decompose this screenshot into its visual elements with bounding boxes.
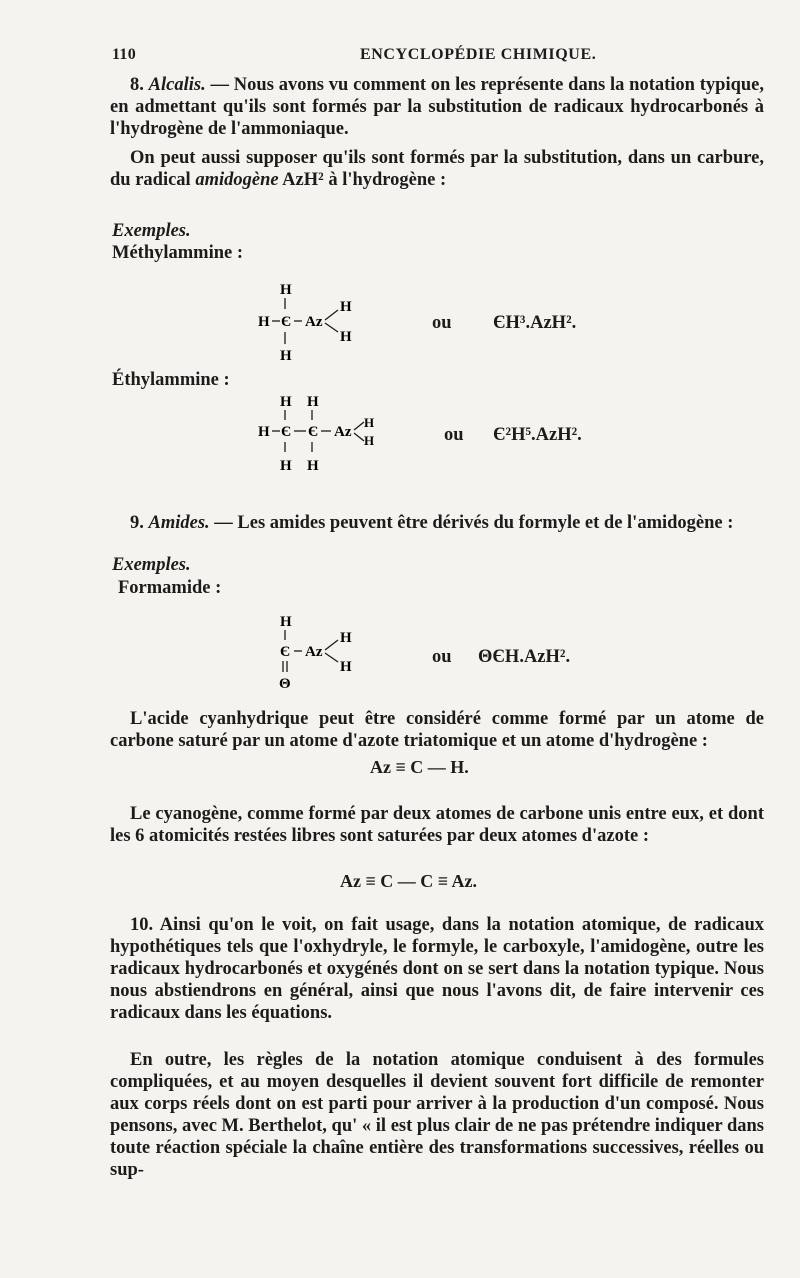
svg-text:H: H xyxy=(364,415,375,430)
section-8-text-2a: On peut aussi supposer qu'ils sont formés par la substitution, dans un carbure, du radical xyxy=(110,148,764,190)
section-8-text-2b: AzH² à l'hydrogène : xyxy=(278,170,447,190)
section-10-number: 10. xyxy=(130,915,154,935)
section-9-examples-label: Exemples. xyxy=(112,555,191,575)
svg-text:H: H xyxy=(340,329,352,345)
ethylamine-label: Éthylammine : xyxy=(112,370,230,390)
ethylamine-or: ou xyxy=(444,425,464,445)
section-8-examples-label: Exemples. xyxy=(112,221,191,241)
svg-text:H: H xyxy=(258,314,270,330)
section-10-paragraph-2 xyxy=(110,1049,764,1181)
svg-text:H: H xyxy=(280,394,292,410)
svg-text:Є: Є xyxy=(308,424,319,440)
section-8-paragraph-2 xyxy=(110,147,764,191)
ethylamine-structure xyxy=(258,390,418,482)
methylamine-or: ou xyxy=(432,313,452,333)
svg-text:H: H xyxy=(340,630,352,646)
ethylamine-formula: Є²H⁵.AzH². xyxy=(493,425,582,445)
section-10-text-2: En outre, les règles de la notation atomique conduisent à des formules compliquées, et au moyen desquelles il devient souvent fort difficile de remonter aux corps réels dont on est parti pour arriver à la production d'un composé. Nous pensons, avec M. Berthelot, qu' « il est plus clair de ne pas prétendre indiquer dans toute réaction spéciale la chaîne entière des transformations successives, réelles ou sup- xyxy=(110,1050,764,1180)
atom-az: Az xyxy=(305,314,323,330)
formamide-formula: ΘЄH.AzH². xyxy=(478,647,571,667)
svg-text:Є: Є xyxy=(280,644,291,660)
svg-text:Az: Az xyxy=(334,424,352,440)
running-title: ENCYCLOPÉDIE CHIMIQUE. xyxy=(360,46,597,63)
section-10-paragraph-1 xyxy=(110,914,764,1024)
section-10-text-1: Ainsi qu'on le voit, on fait usage, dans la notation atomique, de radicaux hypothétiques tels que l'oxhydryle, le formyle, le carboxyle, l'amidogène, outre les radicaux hydrocarbonés et oxygénés dont on se sert dans la notation typique. Nous nous abstiendrons en général, ainsi que nous l'avons dit, de faire intervenir ces radicaux dans les équations. xyxy=(110,915,764,1023)
formamide-or: ou xyxy=(432,647,452,667)
methylamine-structure xyxy=(258,278,388,374)
methylamine-formula: ЄH³.AzH². xyxy=(493,313,577,333)
section-8-number: 8. xyxy=(130,75,144,95)
section-8-title: Alcalis. xyxy=(148,75,206,95)
atom-c: Є xyxy=(281,314,292,330)
section-9-paragraph-2 xyxy=(110,708,764,752)
svg-text:H: H xyxy=(280,614,292,630)
svg-text:H: H xyxy=(258,424,270,440)
section-9-text-3: Le cyanogène, comme formé par deux atomes de carbone unis entre eux, et dont les 6 atomicités restées libres sont saturées par deux atomes d'azote : xyxy=(110,804,764,846)
section-8-text-1: — Nous avons vu comment on les représente dans la notation typique, en admettant qu'ils sont formés par la substitution de radicaux hydrocarbonés à l'hydrogène de l'ammoniaque. xyxy=(110,75,764,139)
section-9-text-2: L'acide cyanhydrique peut être considéré comme formé par un atome de carbone saturé par un atome d'azote triatomique et un atome d'hydrogène : xyxy=(110,709,764,751)
svg-text:Az: Az xyxy=(305,644,323,660)
svg-text:Є: Є xyxy=(281,424,292,440)
svg-text:H: H xyxy=(364,433,375,448)
svg-text:H: H xyxy=(340,659,352,675)
svg-text:H: H xyxy=(340,299,352,315)
section-8-paragraph-1 xyxy=(110,74,764,140)
svg-text:H: H xyxy=(280,348,292,364)
section-9-title: Amides. xyxy=(148,513,210,533)
svg-text:H: H xyxy=(307,458,319,474)
formamide-label: Formamide : xyxy=(118,578,222,598)
formamide-structure xyxy=(278,610,388,692)
svg-text:H: H xyxy=(280,458,292,474)
amidogene-term: amidogène xyxy=(195,170,279,190)
methylamine-label: Méthylammine : xyxy=(112,243,244,263)
section-9-paragraph-1 xyxy=(110,512,764,534)
hydrocyanic-acid-equation: Az ≡ C — H. xyxy=(370,757,469,777)
section-9-number: 9. xyxy=(130,513,144,533)
section-9-text-1: — Les amides peuvent être dérivés du formyle et de l'amidogène : xyxy=(214,513,734,533)
cyanogen-equation: Az ≡ C — C ≡ Az. xyxy=(340,871,477,891)
atom-h: H xyxy=(280,282,292,298)
section-9-paragraph-3 xyxy=(110,803,764,847)
page-number: 110 xyxy=(112,46,137,63)
svg-text:H: H xyxy=(307,394,319,410)
svg-text:Θ: Θ xyxy=(279,676,291,692)
